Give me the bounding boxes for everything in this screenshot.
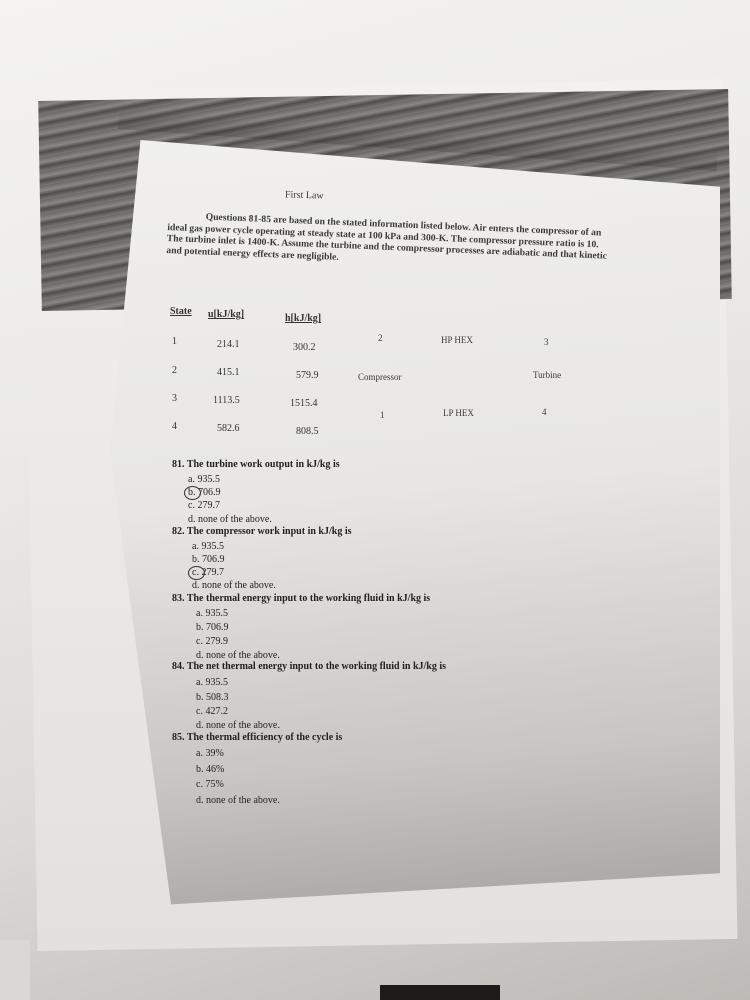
option-d: d. none of the above. <box>192 580 276 591</box>
table-header-h: h[kJ/kg] <box>285 313 322 324</box>
table-header-u: u[kJ/kg] <box>208 309 245 320</box>
option-d: d. none of the above. <box>196 720 280 731</box>
node-3-label: 3 <box>544 337 549 347</box>
table-row-u: 214.1 <box>217 339 240 350</box>
table-row-h: 1515.4 <box>290 398 318 409</box>
answer-circle-mark <box>184 486 201 500</box>
option-c: c. 279.9 <box>196 636 228 647</box>
table-row-h: 300.2 <box>293 342 316 353</box>
table-row-state: 2 <box>172 365 177 376</box>
option-a: a. 935.5 <box>196 608 228 619</box>
option-b: b. 46% <box>196 764 225 775</box>
document-title: First Law <box>284 189 324 202</box>
option-a: a. 935.5 <box>188 474 220 485</box>
option-a: a. 39% <box>196 748 224 759</box>
table-row-h: 808.5 <box>296 426 319 437</box>
table-row-u: 1113.5 <box>213 395 240 406</box>
intro-paragraph: Questions 81-85 are based on the stated information listed below. Air enters the compressor of an ideal gas power cycle operating at steady state at 100 kPa and 300-K. The compressor pressure ratio is 10. The turbine inlet is 1400-K. Assume the turbine and the compressor processes are adiabatic and that kinetic and potential energy effects are negligible. <box>166 211 608 263</box>
option-c: c. 279.7 <box>192 567 224 578</box>
table-row-state: 3 <box>172 393 177 404</box>
option-b: b. 706.9 <box>196 622 229 633</box>
table-row-state: 4 <box>172 421 177 432</box>
compressor-label: Compressor <box>358 372 402 382</box>
option-b: b. 706.9 <box>192 554 225 565</box>
turbine-label: Turbine <box>533 370 562 380</box>
answer-circle-mark <box>188 566 205 580</box>
node-2-label: 2 <box>378 333 383 343</box>
option-c: c. 75% <box>196 779 224 790</box>
option-a: a. 935.5 <box>196 677 228 688</box>
table-header-state: State <box>170 306 192 317</box>
option-b: b. 508.3 <box>196 692 229 703</box>
option-d: d. none of the above. <box>196 795 280 806</box>
question-stem: 82. The compressor work input in kJ/kg is <box>172 526 352 537</box>
option-a: a. 935.5 <box>192 541 224 552</box>
question-stem: 81. The turbine work output in kJ/kg is <box>172 459 340 470</box>
question-stem: 85. The thermal efficiency of the cycle is <box>172 732 343 743</box>
table-row-u: 415.1 <box>217 367 240 378</box>
node-1-label: 1 <box>380 410 385 420</box>
question-stem: 83. The thermal energy input to the working fluid in kJ/kg is <box>172 593 431 604</box>
node-4-label: 4 <box>542 407 547 417</box>
table-row-state: 1 <box>172 336 177 347</box>
option-d: d. none of the above. <box>196 650 280 661</box>
option-c: c. 427.2 <box>196 706 228 717</box>
option-b: b. 706.9 <box>188 487 221 498</box>
table-row-h: 579.9 <box>296 370 319 381</box>
hp-hex-label: HP HEX <box>441 335 473 345</box>
question-stem: 84. The net thermal energy input to the working fluid in kJ/kg is <box>172 661 447 672</box>
table-row-u: 582.6 <box>217 423 240 434</box>
option-d: d. none of the above. <box>188 514 272 525</box>
lp-hex-label: LP HEX <box>443 408 474 418</box>
option-c: c. 279.7 <box>188 500 220 511</box>
